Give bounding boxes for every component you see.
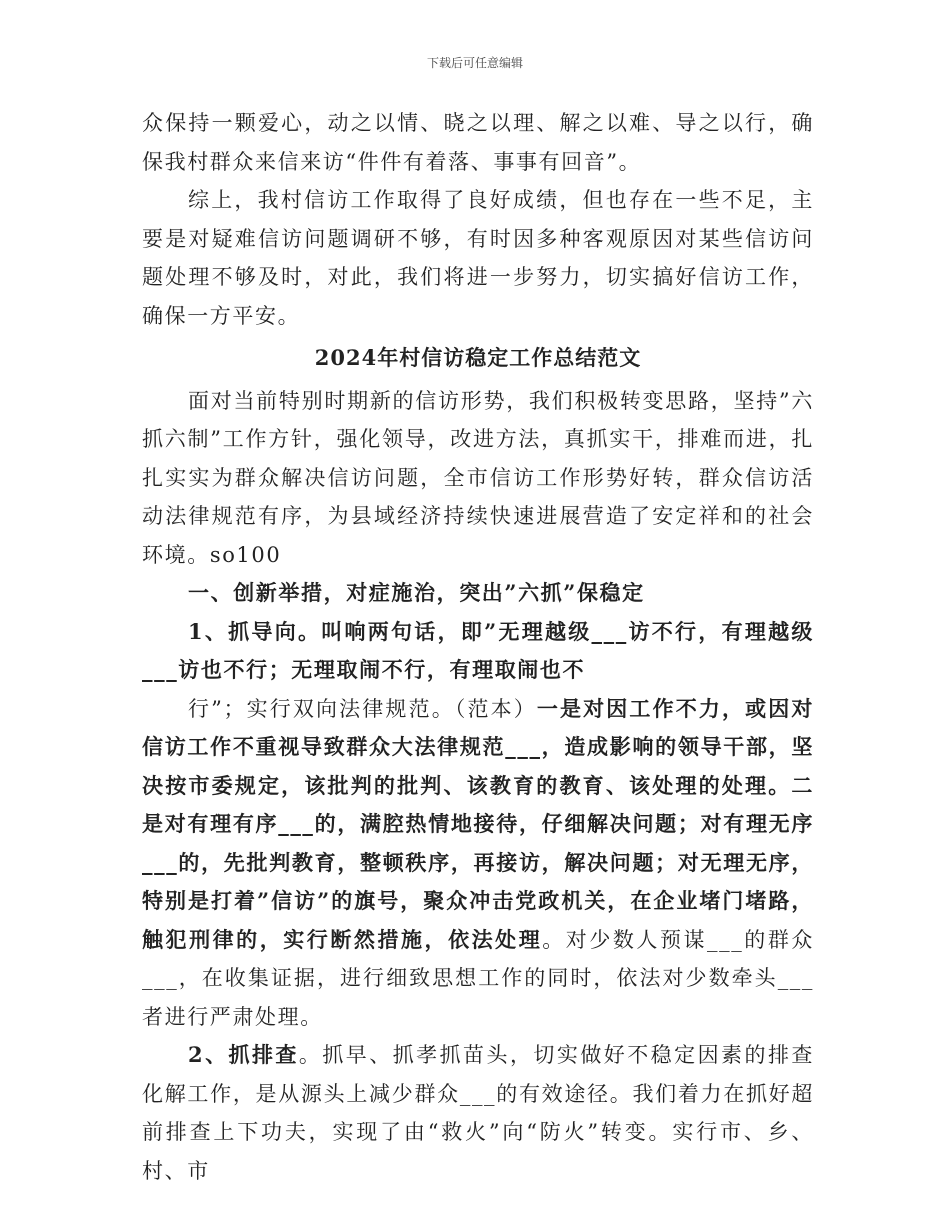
paragraph-3 bbox=[142, 382, 814, 575]
paragraph-4: 1、抓导向。叫响两句话，即”无理越级___访不行，有理越级___访也不行；无理取闹不行，有理取闹也不 bbox=[142, 618, 814, 682]
paragraph-5-bold: 一是对因工作不力，或因对信访工作不重视导致群众大法律规范___，造成影响的领导干部，坚决按市委规定，该批判的批判、该教育的教育、该处理的处理。二是对有理有序___的，满腔热情地接待，仔细解决问题；对有理无序___的，先批判教育，整顿秩序，再接访，解决问题；对无理无序，特别是打着”信访”的旗号，聚众冲击党政机关，在企业堵门堵路，触犯刑律的，实行断然措施，依法处理 bbox=[142, 695, 814, 952]
paragraph-5-tail: 。对少数人预谋___的群众___，在收集证据，进行细致思想工作的同时，依法对少数牵头___者进行严肃处理。 bbox=[142, 927, 814, 1029]
paragraph-3-tail: so100 bbox=[209, 542, 282, 567]
paragraph-3-text: 面对当前特别时期新的信访形势，我们积极转变思路，坚持”六抓六制”工作方针，强化领导，改进方法，真抓实干，排难而进，扎扎实实为群众解决信访问题，全市信访工作形势好转，群众信访活动法律规范有序，为县域经济持续快速进展营造了安定祥和的社会环境。 bbox=[142, 388, 814, 567]
paragraph-6-plain: 。抓早、抓孝抓苗头，切实做好不稳定因素的排查化解工作，是从源头上减少群众___的有效途径。我们着力在抓好超前排查上下功夫，实现了由“救火”向“防火”转变。实行市、乡、村、市 bbox=[142, 1043, 814, 1183]
heading-1: 一、创新举措，对症施治，突出”六抓”保稳定 bbox=[188, 580, 645, 605]
paragraph-5-plain: 行”；实行双向法律规范。（范本） bbox=[188, 696, 537, 721]
section-title: 2024年村信访稳定工作总结范文 bbox=[314, 345, 642, 370]
paragraph-1: 众保持一颗爱心，动之以情、晓之以理、解之以难、导之以行，确保我村群众来信来访“件件有着落、事事有回音”。 bbox=[142, 111, 814, 174]
paragraph-6 bbox=[142, 1036, 814, 1190]
paragraph-2: 综上，我村信访工作取得了良好成绩，但也存在一些不足，主要是对疑难信访问题调研不够，有时因多种客观原因对某些信访问题处理不够及时，对此，我们将进一步努力，切实搞好信访工作，确保一方平安。 bbox=[142, 188, 814, 328]
paragraph-5 bbox=[142, 690, 814, 1037]
page-header: 下载后可任意编辑 bbox=[426, 56, 523, 70]
paragraph-6-bold: 2、抓排查 bbox=[188, 1042, 299, 1067]
document-body bbox=[142, 104, 814, 1190]
